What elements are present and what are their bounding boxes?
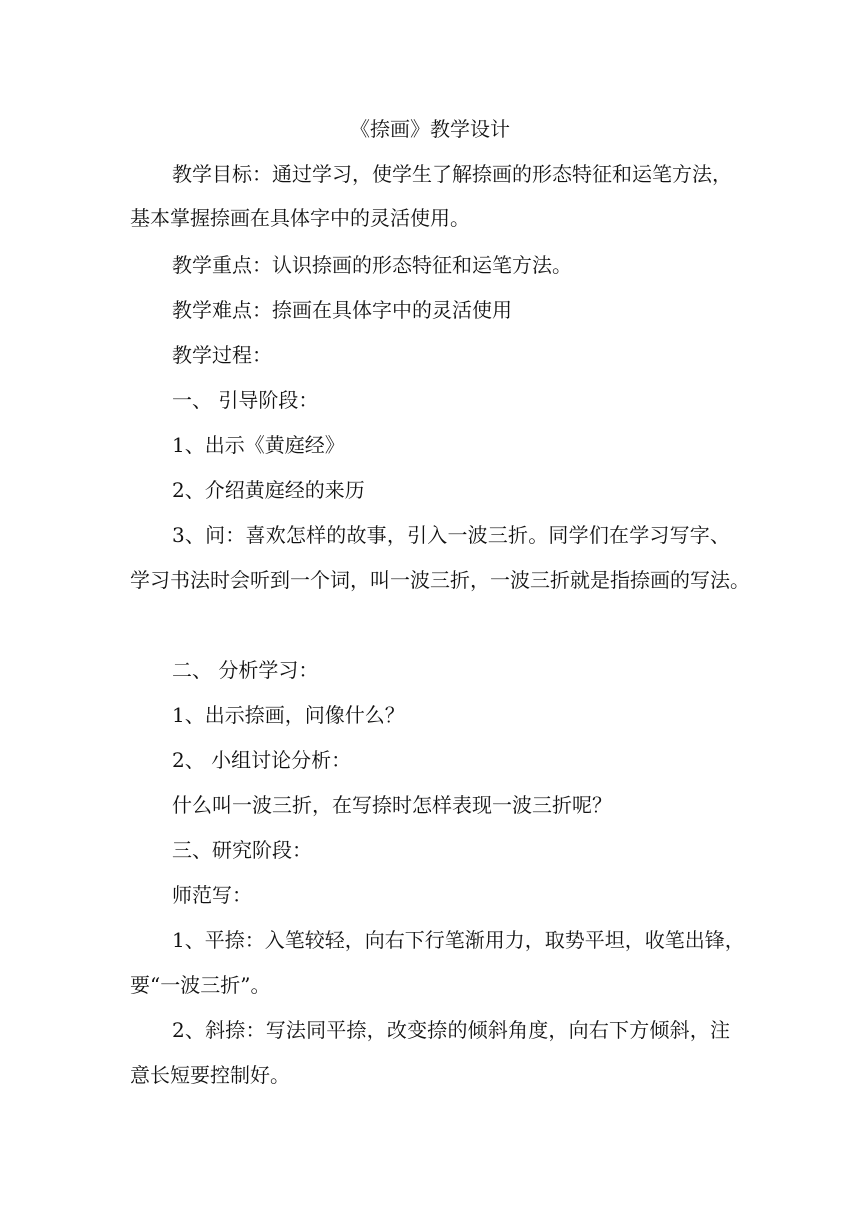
flat-stroke-line-1: 1、平捺：入笔较轻，向右下行笔渐用力，取势平坦，收笔出锋， <box>172 928 745 952</box>
section-2-heading: 二、 分析学习： <box>172 658 319 682</box>
slant-stroke-line-1: 2、斜捺：写法同平捺，改变捺的倾斜角度，向右下方倾斜，注 <box>172 1018 730 1042</box>
section-1-item-2: 2、介绍黄庭经的来历 <box>172 478 365 502</box>
flat-stroke-line-2: 要“一波三折”。 <box>130 973 271 997</box>
teaching-key-point: 教学重点：认识捺画的形态特征和运笔方法。 <box>172 253 572 277</box>
document-title: 《捺画》教学设计 <box>350 117 510 141</box>
teaching-process-heading: 教学过程： <box>172 343 272 367</box>
slant-stroke-line-2: 意长短要控制好。 <box>130 1063 290 1087</box>
teaching-goal-line-1: 教学目标：通过学习，使学生了解捺画的形态特征和运笔方法， <box>172 162 732 186</box>
teacher-demo-label: 师范写： <box>172 883 252 907</box>
section-1-item-3-line-2: 学习书法时会听到一个词，叫一波三折，一波三折就是指捺画的写法。 <box>130 568 750 592</box>
section-2-question: 什么叫一波三折，在写捺时怎样表现一波三折呢？ <box>172 793 612 817</box>
section-1-item-1: 1、出示《黄庭经》 <box>172 433 345 457</box>
section-3-heading: 三、研究阶段： <box>172 838 312 862</box>
teaching-goal-line-2: 基本掌握捺画在具体字中的灵活使用。 <box>130 206 470 230</box>
section-2-item-2: 2、 小组讨论分析： <box>172 748 352 772</box>
section-1-heading: 一、 引导阶段： <box>172 388 319 412</box>
teaching-difficulty: 教学难点：捺画在具体字中的灵活使用 <box>172 298 512 322</box>
section-2-item-1: 1、出示捺画，问像什么？ <box>172 703 405 727</box>
section-1-item-3-line-1: 3、问：喜欢怎样的故事，引入一波三折。同学们在学习写字、 <box>172 523 730 547</box>
